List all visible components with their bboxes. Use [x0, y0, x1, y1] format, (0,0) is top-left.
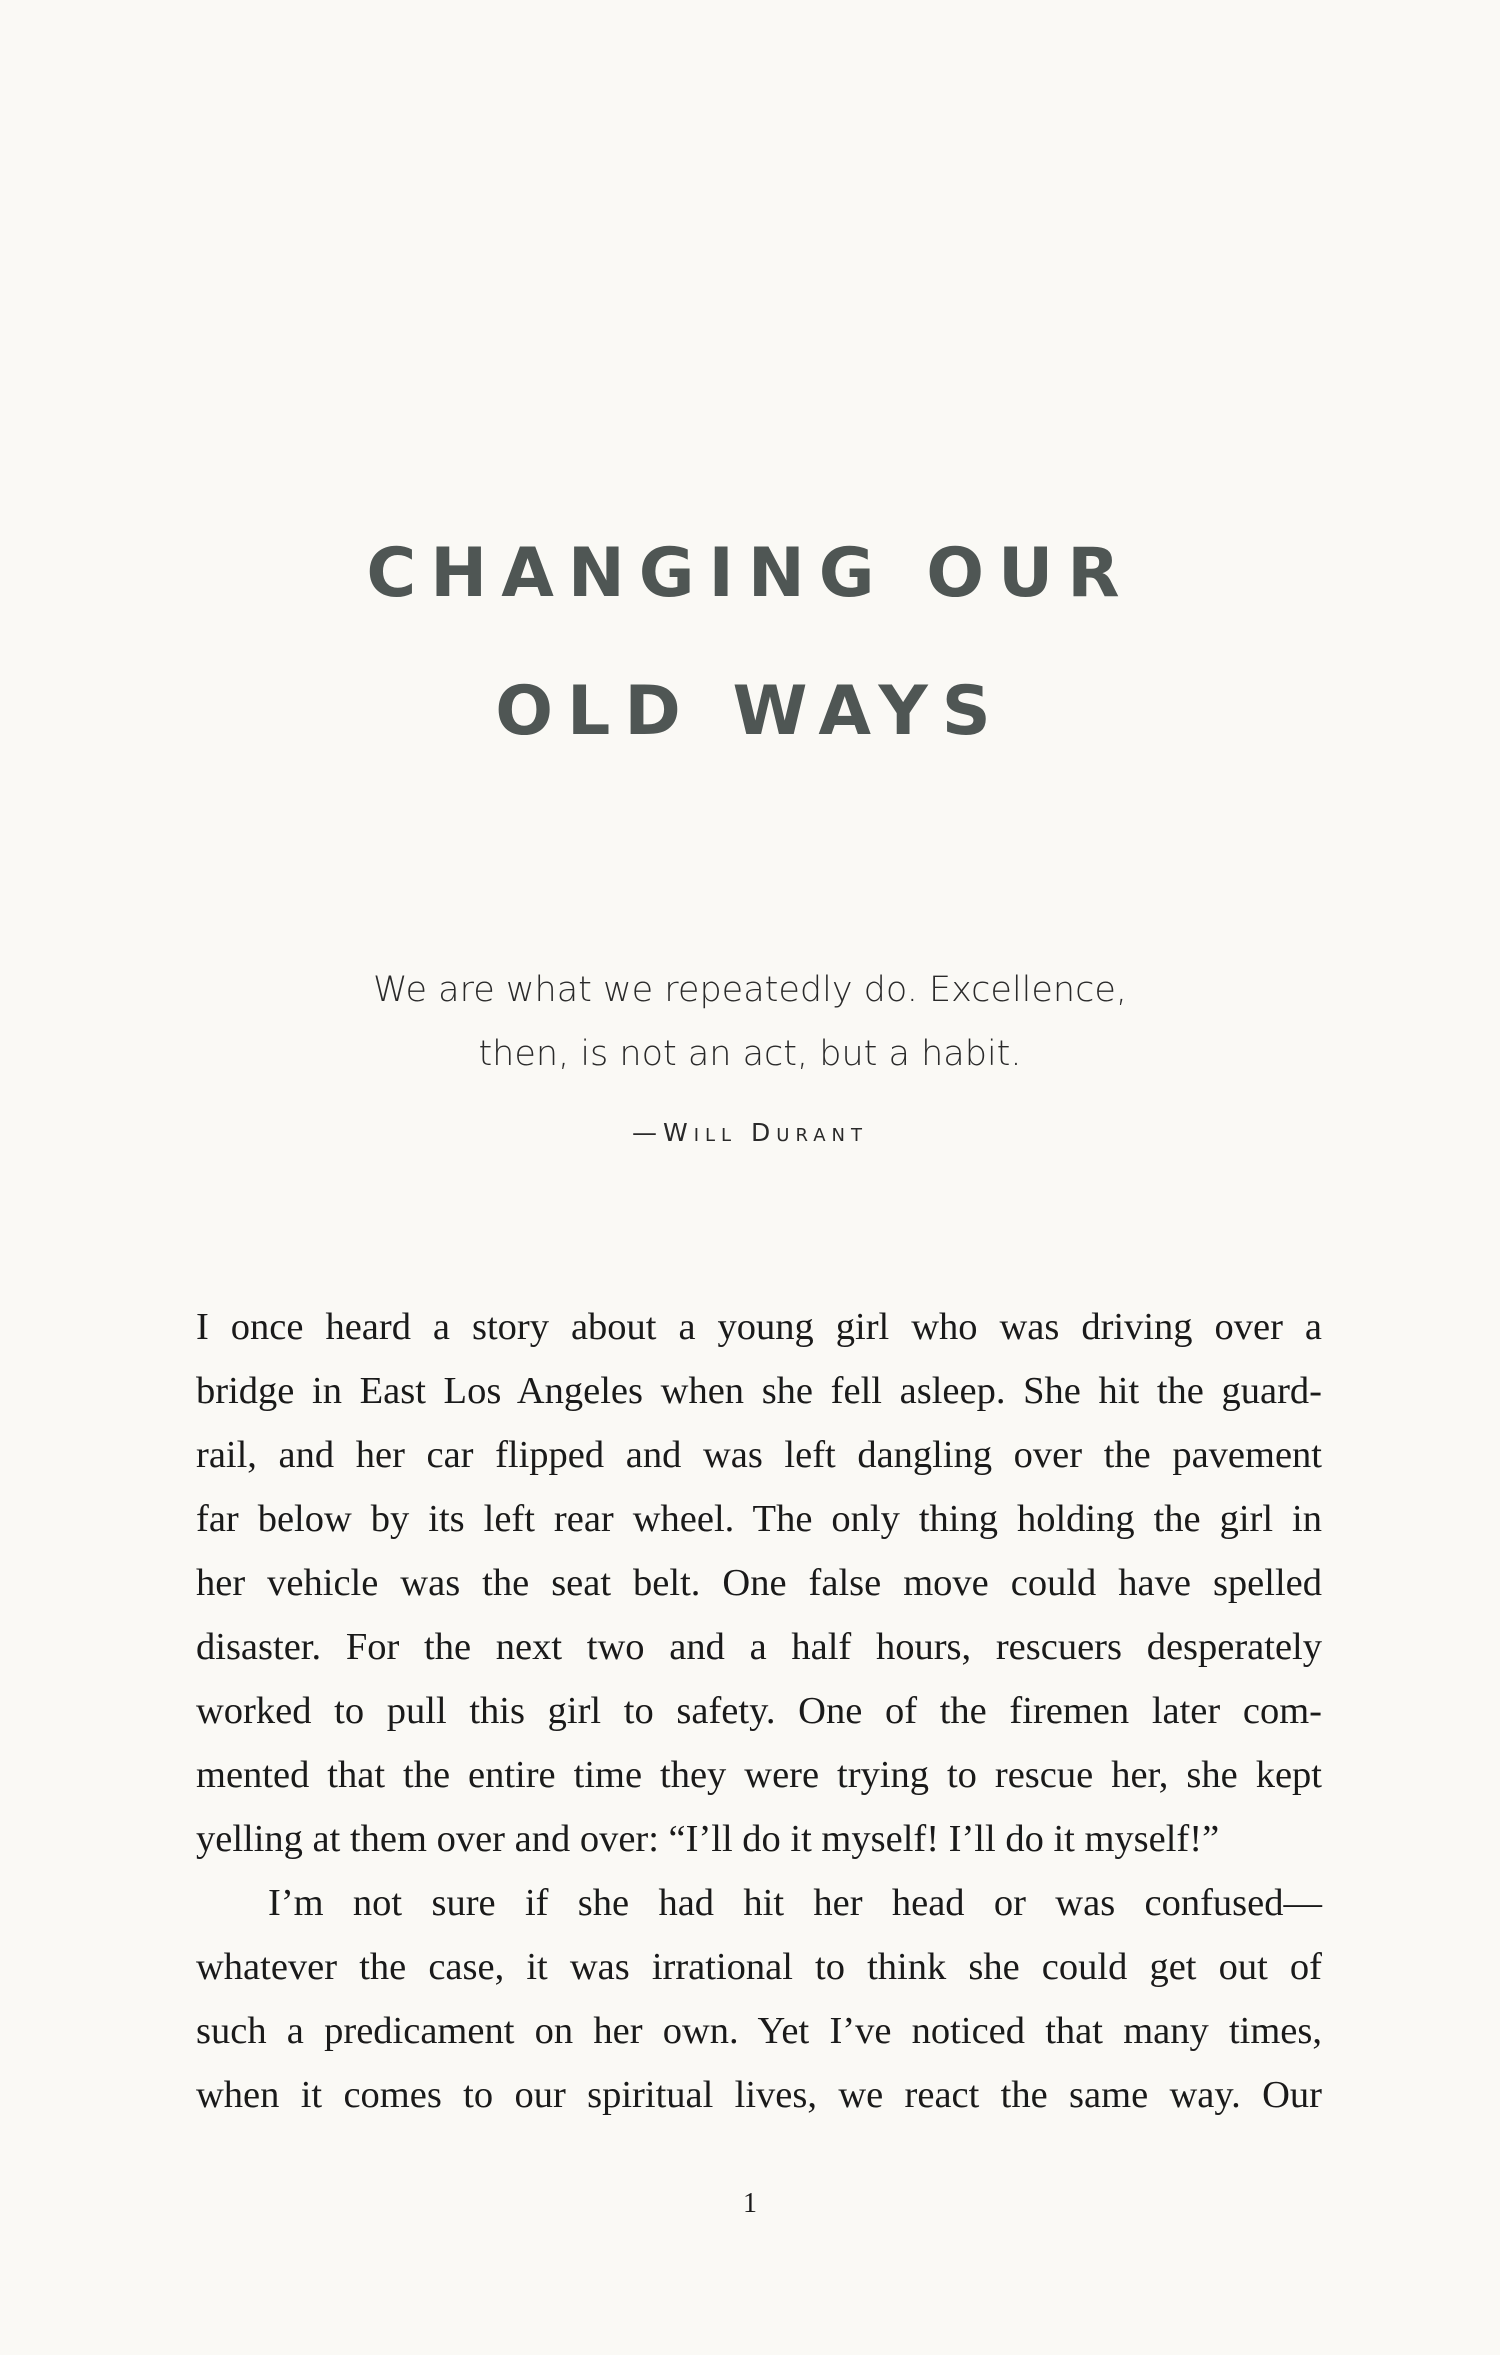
chapter-title-line: OLD WAYS — [495, 672, 1005, 751]
body-line: rail, and her car flipped and was left dangling over the pavement — [196, 1434, 1322, 1476]
chapter-title — [0, 505, 1500, 781]
body-line: mented that the entire time they were trying to rescue her, she kept — [196, 1754, 1322, 1796]
body-line: such a predicament on her own. Yet I’ve noticed that many times, — [196, 2010, 1322, 2052]
page-number: 1 — [743, 2188, 757, 2219]
body-line: I’m not sure if she had hit her head or was confused— — [268, 1882, 1322, 1924]
body-line: her vehicle was the seat belt. One false move could have spelled — [196, 1562, 1322, 1604]
body-line: whatever the case, it was irrational to think she could get out of — [196, 1946, 1322, 1988]
epigraph-attribution: —Will Durant — [631, 1118, 868, 1147]
body-line: worked to pull this girl to safety. One of the firemen later com- — [196, 1690, 1322, 1732]
body-line: disaster. For the next two and a half hours, rescuers desperately — [196, 1626, 1322, 1668]
body-line: far below by its left rear wheel. The only thing holding the girl in — [196, 1498, 1322, 1540]
epigraph-line: then, is not an act, but a habit. — [478, 1034, 1022, 1074]
epigraph-quote — [0, 958, 1500, 1086]
body-line: yelling at them over and over: “I’ll do it myself! I’ll do it myself!” — [196, 1818, 1220, 1860]
body-line: bridge in East Los Angeles when she fell asleep. She hit the guard- — [196, 1370, 1322, 1412]
body-text — [196, 1295, 1322, 2127]
body-line: when it comes to our spiritual lives, we react the same way. Our — [196, 2074, 1322, 2116]
chapter-title-line: CHANGING OUR — [366, 534, 1134, 613]
epigraph-line: We are what we repeatedly do. Excellence, — [372, 970, 1128, 1010]
body-line: I once heard a story about a young girl who was driving over a — [196, 1306, 1322, 1348]
